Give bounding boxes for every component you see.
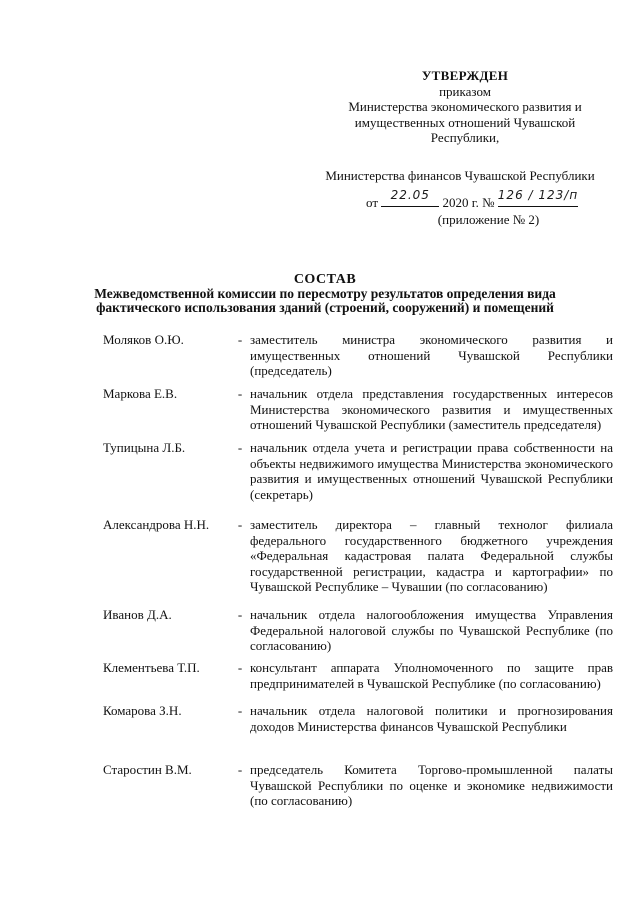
document-title-block — [40, 273, 610, 315]
member-name: Комарова З.Н. — [103, 703, 182, 718]
member-dash: - — [237, 386, 243, 401]
approval-ministry-finance: Министерства финансов Чувашской Республики — [325, 167, 595, 183]
date-prefix: от — [366, 195, 379, 210]
member-name: Старостин В.М. — [103, 762, 192, 777]
approval-title: УТВЕРЖДЕН — [421, 68, 509, 83]
document-subtitle: фактического использования зданий (строений, сооружений) и помещений — [96, 300, 554, 315]
member-dash: - — [237, 332, 243, 347]
member-name: Моляков О.Ю. — [103, 332, 184, 347]
member-dash: - — [237, 440, 243, 455]
member-dash: - — [237, 703, 243, 718]
approval-line: имущественных отношений Чувашской — [354, 114, 576, 130]
year-number-text: 2020 г. № — [442, 195, 495, 210]
approval-line: Республики, — [430, 130, 500, 145]
member-dash: - — [237, 607, 243, 622]
approval-date-line — [366, 188, 611, 211]
handwritten-number: 126 / 123/п — [497, 188, 579, 202]
document-title: СОСТАВ — [293, 272, 357, 287]
member-role: председатель Комитета Торгово-промышленной палаты Чувашской Республики по оценке и экономике недвижимости (по согласованию) — [250, 762, 613, 808]
member-name: Александрова Н.Н. — [103, 517, 210, 532]
document-subtitle: Межведомственной комиссии по пересмотру результатов определения вида — [94, 286, 556, 301]
approval-line: приказом — [439, 83, 491, 99]
member-role: начальник отдела учета и регистрации права собственности на объекты недвижимого имущества Министерства экономического развития и имущественных отношений Чувашской Республики (секретарь) — [250, 440, 613, 502]
member-role: заместитель директора – главный технолог филиала федерального государственного бюджетного учреждения «Федеральная кадастровая палата Федеральной службы государственной регистрации, кадастра и картографии» по Чувашской Республике – Чувашии (по согласованию) — [250, 517, 613, 594]
member-dash: - — [237, 762, 243, 777]
member-dash: - — [237, 517, 243, 532]
handwritten-date: 22.05 — [390, 188, 430, 202]
member-role: начальник отдела налоговой политики и прогнозирования доходов Министерства финансов Чувашской Республики — [250, 703, 613, 734]
member-role: консультант аппарата Уполномоченного по защите прав предпринимателей в Чувашской Республике (по согласованию) — [250, 660, 613, 691]
member-name: Маркова Е.В. — [103, 386, 178, 401]
approval-line: Министерства экономического развития и — [348, 99, 582, 114]
member-role: начальник отдела представления государственных интересов Министерства экономического развития и имущественных отношений Чувашской Республики (заместитель председателя) — [250, 386, 613, 432]
order-number-field — [497, 188, 579, 207]
member-name: Иванов Д.А. — [103, 607, 172, 622]
member-role: начальник отдела налогообложения имущества Управления Федеральной налоговой службы по Чувашской Республике (по согласованию) — [250, 607, 613, 653]
member-dash: - — [237, 660, 243, 675]
member-name: Тупицына Л.Б. — [103, 440, 186, 455]
member-role: заместитель министра экономического развития и имущественных отношений Чувашской Республики (председатель) — [250, 332, 613, 378]
date-field — [381, 188, 439, 207]
appendix-label: (приложение № 2) — [437, 212, 540, 227]
member-name: Клементьева Т.П. — [103, 660, 200, 675]
approval-block — [320, 68, 610, 183]
